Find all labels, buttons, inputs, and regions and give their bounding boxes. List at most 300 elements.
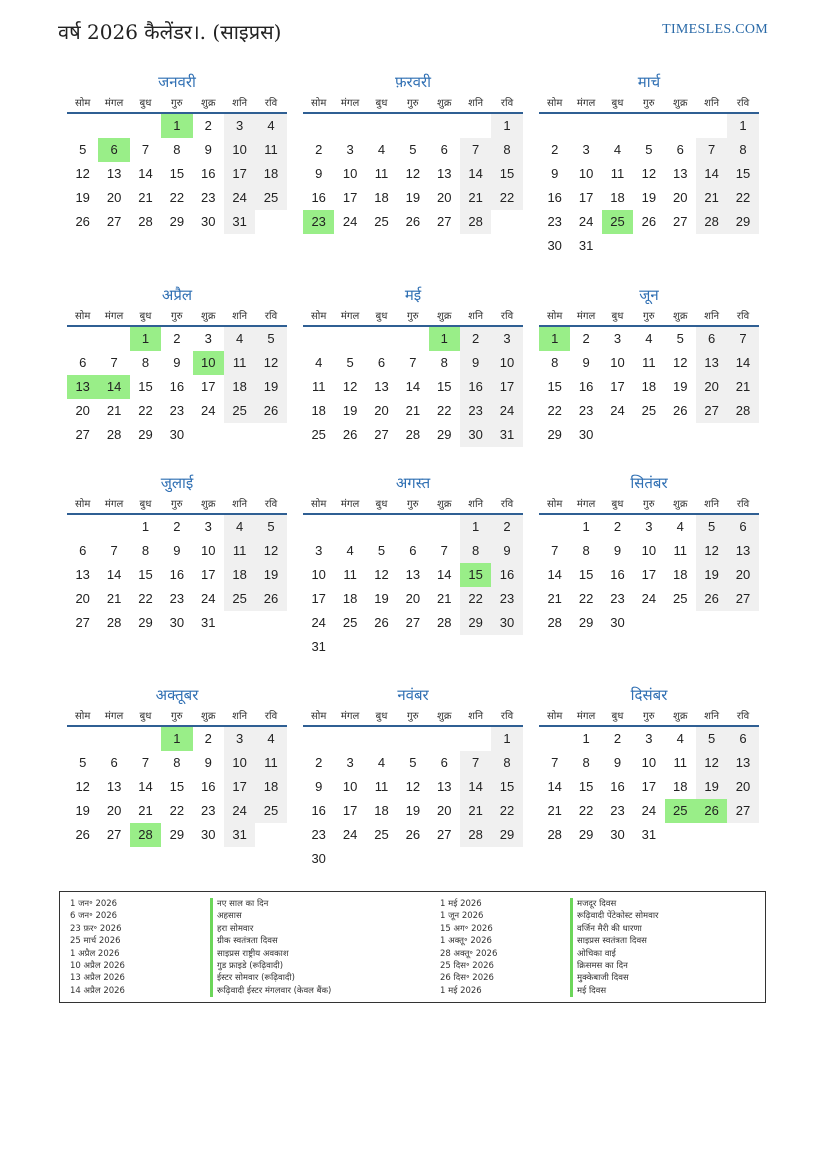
day-cell: 1 [460, 515, 491, 539]
day-cell: 18 [255, 775, 286, 799]
day-cell: 27 [374, 427, 389, 442]
holiday-day-cell: 1 [539, 327, 570, 351]
day-cell: 29 [547, 427, 562, 442]
day-cell: 5 [676, 331, 684, 346]
weekday-label: मंगल [576, 311, 596, 322]
day-cell: 4 [676, 519, 684, 534]
month-block [67, 473, 287, 635]
month-name: फ़रवरी [394, 73, 432, 91]
day-cell: 4 [346, 543, 354, 558]
day-cell: 20 [437, 803, 452, 818]
day-cell: 5 [377, 543, 386, 558]
month-name: मई [404, 286, 422, 304]
day-cell: 30 [547, 238, 562, 253]
day-cell: 19 [696, 775, 727, 799]
day-cell: 21 [460, 799, 491, 823]
empty-cell [334, 515, 365, 539]
weekday-label: गुरु [643, 98, 655, 109]
day-cell: 10 [491, 351, 522, 375]
empty-cell [429, 727, 460, 751]
day-cell: 16 [610, 779, 625, 794]
empty-cell [366, 327, 397, 351]
month-block [539, 72, 759, 258]
day-cell: 20 [374, 403, 389, 418]
empty-cell [303, 515, 334, 539]
weekday-label: मंगल [340, 499, 360, 510]
empty-cell [539, 727, 570, 751]
weekday-label: रवि [264, 711, 278, 722]
day-cell: 9 [613, 755, 622, 770]
day-cell: 16 [169, 379, 185, 394]
day-cell: 8 [141, 543, 150, 558]
month-block [303, 473, 523, 659]
day-cell: 13 [106, 166, 122, 181]
day-cell: 12 [374, 567, 389, 582]
day-cell: 26 [641, 214, 657, 229]
day-cell: 11 [255, 751, 286, 775]
holiday-date: 1 मई 2026 [440, 899, 482, 909]
day-cell: 22 [547, 403, 562, 418]
day-cell: 4 [255, 114, 286, 138]
empty-cell [98, 515, 129, 539]
day-cell: 25 [374, 827, 389, 842]
day-cell: 25 [224, 399, 255, 423]
day-cell: 14 [460, 162, 491, 186]
day-cell: 27 [727, 799, 758, 823]
day-cell: 6 [727, 727, 758, 751]
day-cell: 17 [201, 567, 216, 582]
day-cell: 8 [141, 355, 150, 370]
day-cell: 15 [491, 775, 522, 799]
weekday-label: गुरु [171, 98, 183, 109]
day-cell: 27 [75, 615, 90, 630]
weekday-label: रवि [500, 499, 514, 510]
month-block [303, 72, 523, 234]
empty-cell [460, 114, 491, 138]
day-cell: 19 [75, 803, 90, 818]
holiday-names-col-2 [570, 898, 659, 997]
holiday-day-cell: 15 [460, 563, 491, 587]
day-cell: 28 [138, 214, 153, 229]
day-cell: 29 [138, 427, 153, 442]
day-cell: 7 [551, 755, 559, 770]
day-cell: 17 [224, 162, 255, 186]
holiday-date: 1 जून 2026 [440, 911, 484, 922]
holiday-date: 25 दिस॰ 2026 [440, 960, 494, 971]
day-grid [539, 515, 759, 635]
day-cell: 5 [255, 327, 286, 351]
day-cell: 23 [201, 190, 216, 205]
weekday-label: शुक्र [437, 311, 452, 322]
day-cell: 24 [641, 591, 657, 606]
day-cell: 8 [491, 138, 522, 162]
day-cell: 28 [460, 823, 491, 847]
day-cell: 16 [169, 567, 185, 582]
day-cell: 4 [676, 731, 684, 746]
weekday-header [67, 493, 287, 515]
day-cell: 10 [641, 755, 657, 770]
day-cell: 18 [342, 591, 358, 606]
empty-cell [570, 114, 601, 138]
day-cell: 1 [727, 114, 758, 138]
weekday-label: बुध [139, 499, 152, 510]
day-cell: 18 [673, 779, 688, 794]
day-cell: 12 [255, 539, 286, 563]
day-cell: 17 [224, 775, 255, 799]
day-cell: 30 [201, 214, 216, 229]
day-cell: 17 [610, 379, 625, 394]
month-block [67, 285, 287, 447]
day-cell: 13 [374, 379, 389, 394]
day-cell: 25 [342, 615, 358, 630]
day-cell: 22 [169, 803, 185, 818]
day-cell: 12 [641, 166, 657, 181]
weekday-header [303, 705, 523, 727]
day-cell: 6 [440, 142, 448, 157]
day-cell: 27 [75, 427, 90, 442]
weekday-label: मंगल [340, 711, 360, 722]
day-cell: 22 [727, 186, 758, 210]
day-cell: 27 [437, 827, 452, 842]
day-cell: 12 [405, 779, 421, 794]
day-cell: 10 [224, 138, 255, 162]
day-cell: 3 [346, 142, 354, 157]
day-cell: 4 [645, 331, 653, 346]
day-cell: 20 [75, 591, 90, 606]
weekday-label: रवि [736, 98, 750, 109]
holiday-date: 1 अक्तू॰ 2026 [440, 936, 492, 947]
day-cell: 18 [641, 379, 657, 394]
day-cell: 17 [311, 591, 326, 606]
day-cell: 17 [201, 379, 216, 394]
empty-cell [397, 515, 428, 539]
day-cell: 3 [204, 519, 212, 534]
day-cell: 17 [578, 190, 594, 205]
day-cell: 16 [201, 779, 216, 794]
weekday-label: शुक्र [437, 499, 452, 510]
empty-cell [696, 114, 727, 138]
day-cell: 19 [673, 379, 688, 394]
day-cell: 28 [696, 210, 727, 234]
empty-cell [429, 515, 460, 539]
day-cell: 7 [460, 138, 491, 162]
holiday-day-cell: 1 [161, 727, 192, 751]
day-cell: 11 [343, 567, 357, 582]
weekday-label: मंगल [576, 499, 596, 510]
day-cell: 4 [224, 327, 255, 351]
day-cell: 8 [582, 755, 590, 770]
empty-cell [397, 327, 428, 351]
day-cell: 3 [613, 331, 622, 346]
month-name: सितंबर [630, 474, 668, 492]
day-cell: 27 [437, 214, 452, 229]
empty-cell [539, 515, 570, 539]
day-cell: 22 [169, 190, 185, 205]
day-cell: 2 [551, 142, 559, 157]
weekday-label: बुध [139, 311, 152, 322]
weekday-header [67, 705, 287, 727]
day-cell: 14 [405, 379, 421, 394]
weekday-label: सोम [75, 98, 91, 109]
day-cell: 26 [75, 827, 90, 842]
weekday-label: बुध [611, 499, 624, 510]
weekday-label: गुरु [407, 98, 419, 109]
day-cell: 28 [727, 399, 758, 423]
holiday-name: क्रिसमस का दिन [570, 960, 659, 972]
weekday-label: शनि [468, 311, 484, 322]
day-cell: 24 [224, 186, 255, 210]
day-cell: 4 [224, 515, 255, 539]
day-cell: 4 [377, 755, 386, 770]
day-cell: 25 [311, 427, 326, 442]
day-cell: 1 [491, 727, 522, 751]
day-cell: 30 [578, 427, 594, 442]
month-name: जुलाई [160, 474, 194, 492]
day-cell: 23 [201, 803, 216, 818]
day-cell: 19 [696, 563, 727, 587]
holiday-name: साइप्रस राष्ट्रीय अवकाश [210, 948, 331, 960]
day-cell: 19 [255, 563, 286, 587]
day-cell: 21 [727, 375, 758, 399]
day-cell: 23 [169, 403, 185, 418]
day-cell: 20 [437, 190, 452, 205]
day-cell: 21 [547, 803, 562, 818]
holiday-name: ग्रीक स्वतंत्रता दिवस [210, 935, 331, 947]
day-grid [303, 727, 523, 871]
empty-cell [130, 114, 161, 138]
holiday-dates-col-1 [70, 898, 125, 997]
month-name: अक्तूबर [155, 686, 199, 704]
month-block [303, 285, 523, 447]
day-cell: 9 [315, 779, 323, 794]
day-cell: 7 [696, 138, 727, 162]
day-cell: 17 [641, 779, 657, 794]
weekday-label: सोम [311, 98, 327, 109]
empty-cell [67, 515, 98, 539]
day-cell: 12 [405, 166, 421, 181]
weekday-label: गुरु [643, 499, 655, 510]
holiday-day-cell: 10 [193, 351, 224, 375]
day-cell: 6 [377, 355, 386, 370]
day-cell: 2 [204, 731, 212, 746]
day-cell: 2 [460, 327, 491, 351]
day-cell: 21 [547, 591, 562, 606]
day-cell: 1 [582, 731, 590, 746]
day-cell: 21 [405, 403, 421, 418]
day-cell: 27 [106, 827, 122, 842]
weekday-label: बुध [611, 311, 624, 322]
day-cell: 3 [346, 755, 354, 770]
weekday-label: मंगल [576, 711, 596, 722]
day-cell: 25 [673, 591, 688, 606]
weekday-label: मंगल [340, 311, 360, 322]
holiday-name: अहसास [210, 910, 331, 922]
day-grid [67, 327, 287, 447]
empty-cell [98, 727, 129, 751]
weekday-label: रवि [736, 311, 750, 322]
day-cell: 19 [405, 190, 421, 205]
day-cell: 2 [173, 519, 181, 534]
day-cell: 3 [224, 727, 255, 751]
day-cell: 26 [405, 827, 421, 842]
day-cell: 14 [106, 567, 122, 582]
empty-cell [460, 727, 491, 751]
day-cell: 22 [460, 587, 491, 611]
day-cell: 28 [547, 827, 562, 842]
weekday-label: बुध [375, 711, 388, 722]
month-block [67, 685, 287, 847]
day-cell: 26 [673, 403, 688, 418]
holiday-name: वर्जिन मैरी की धारणा [570, 923, 659, 935]
weekday-header [539, 705, 759, 727]
day-cell: 18 [255, 162, 286, 186]
weekday-label: सोम [547, 98, 563, 109]
day-cell: 6 [79, 355, 87, 370]
day-cell: 30 [610, 615, 625, 630]
day-cell: 13 [437, 166, 452, 181]
day-cell: 9 [204, 755, 212, 770]
day-cell: 15 [169, 166, 185, 181]
weekday-label: मंगल [104, 98, 124, 109]
day-cell: 17 [491, 375, 522, 399]
day-cell: 28 [405, 427, 421, 442]
day-cell: 15 [437, 379, 452, 394]
day-cell: 28 [437, 615, 452, 630]
holiday-date: 25 मार्च 2026 [70, 936, 121, 947]
day-cell: 7 [141, 142, 150, 157]
month-name: जून [639, 286, 659, 304]
day-cell: 3 [582, 142, 590, 157]
day-cell: 21 [138, 803, 153, 818]
weekday-label: सोम [75, 711, 91, 722]
empty-cell [397, 114, 428, 138]
day-cell: 5 [645, 142, 653, 157]
day-cell: 29 [578, 615, 594, 630]
day-cell: 22 [578, 591, 594, 606]
holiday-date: 6 जन॰ 2026 [70, 911, 118, 922]
weekday-label: शनि [704, 311, 720, 322]
day-cell: 26 [405, 214, 421, 229]
day-cell: 4 [613, 142, 622, 157]
day-cell: 21 [138, 190, 153, 205]
day-cell: 26 [255, 399, 286, 423]
day-cell: 4 [255, 727, 286, 751]
weekday-label: शनि [704, 98, 720, 109]
weekday-label: बुध [139, 98, 152, 109]
holiday-name: रूढ़िवादी पेंटेकोस्ट सोमवार [570, 910, 659, 922]
day-cell: 24 [311, 615, 326, 630]
day-cell: 6 [676, 142, 684, 157]
day-cell: 4 [315, 355, 323, 370]
day-cell: 9 [582, 355, 590, 370]
day-cell: 22 [491, 799, 522, 823]
day-cell: 21 [106, 591, 122, 606]
day-cell: 11 [673, 543, 687, 558]
day-cell: 26 [75, 214, 90, 229]
day-cell: 12 [696, 751, 727, 775]
day-cell: 28 [547, 615, 562, 630]
day-cell: 20 [696, 375, 727, 399]
empty-cell [67, 727, 98, 751]
day-cell: 21 [696, 186, 727, 210]
day-cell: 7 [409, 355, 417, 370]
day-cell: 11 [224, 351, 255, 375]
holiday-list [59, 891, 766, 1003]
empty-cell [98, 114, 129, 138]
day-cell: 25 [374, 214, 389, 229]
day-cell: 12 [673, 355, 688, 370]
day-cell: 11 [642, 355, 656, 370]
day-cell: 6 [409, 543, 417, 558]
day-cell: 29 [138, 615, 153, 630]
weekday-label: रवि [264, 499, 278, 510]
day-cell: 11 [374, 166, 389, 181]
holiday-date: 23 फ़र॰ 2026 [70, 923, 122, 934]
day-cell: 28 [106, 615, 122, 630]
month-block [539, 285, 759, 447]
weekday-header [539, 92, 759, 114]
day-cell: 14 [727, 351, 758, 375]
empty-cell [334, 327, 365, 351]
day-cell: 16 [460, 375, 491, 399]
weekday-label: मंगल [340, 98, 360, 109]
weekday-label: शनि [232, 311, 248, 322]
day-cell: 15 [578, 779, 594, 794]
month-name: मार्च [637, 73, 661, 91]
holiday-day-cell: 23 [303, 210, 334, 234]
site-link[interactable]: TIMESLES.COM [662, 22, 768, 37]
day-cell: 20 [673, 190, 688, 205]
holiday-name: मई दिवस [570, 985, 659, 997]
day-cell: 3 [645, 519, 653, 534]
day-cell: 27 [106, 214, 122, 229]
holiday-dates-col-2 [440, 898, 497, 997]
day-cell: 31 [224, 823, 255, 847]
day-cell: 23 [491, 587, 522, 611]
weekday-label: सोम [311, 711, 327, 722]
weekday-label: बुध [611, 98, 624, 109]
day-cell: 2 [204, 118, 212, 133]
weekday-header [303, 493, 523, 515]
day-cell: 17 [342, 190, 358, 205]
weekday-header [539, 493, 759, 515]
weekday-label: सोम [547, 711, 563, 722]
weekday-label: शुक्र [201, 311, 216, 322]
empty-cell [539, 114, 570, 138]
empty-cell [67, 114, 98, 138]
weekday-label: शुक्र [673, 311, 688, 322]
day-cell: 17 [641, 567, 657, 582]
weekday-label: सोम [547, 311, 563, 322]
holiday-day-cell: 1 [429, 327, 460, 351]
day-cell: 30 [460, 423, 491, 447]
weekday-label: रवि [500, 711, 514, 722]
day-cell: 29 [578, 827, 594, 842]
day-cell: 25 [255, 799, 286, 823]
day-cell: 3 [315, 543, 323, 558]
day-grid [67, 114, 287, 234]
weekday-label: शनि [704, 711, 720, 722]
weekday-label: रवि [736, 711, 750, 722]
day-cell: 14 [547, 567, 562, 582]
day-cell: 2 [582, 331, 590, 346]
holiday-date: 10 अप्रैल 2026 [70, 960, 125, 971]
day-cell: 8 [727, 138, 758, 162]
day-cell: 19 [374, 591, 389, 606]
day-cell: 21 [106, 403, 122, 418]
weekday-label: मंगल [104, 711, 124, 722]
day-cell: 11 [224, 539, 255, 563]
